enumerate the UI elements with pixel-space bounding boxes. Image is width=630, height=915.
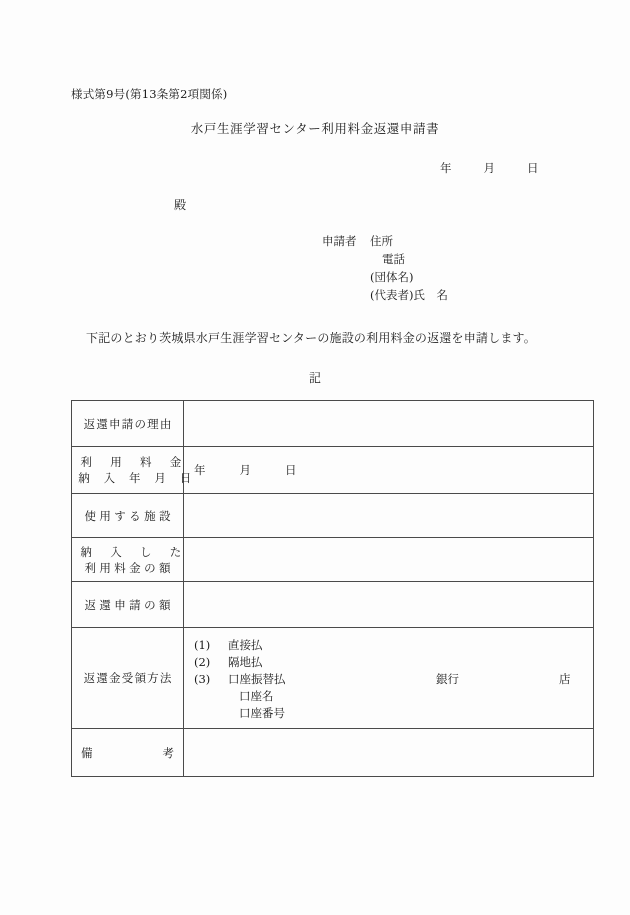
table-row-payment-date — [72, 447, 594, 494]
applicant-organization-row — [322, 268, 448, 286]
row-label-refund-method: 返還金受領方法 — [72, 628, 184, 729]
row-value-remarks[interactable] — [184, 729, 594, 777]
form-code: 様式第9号(第13条第2項関係) — [71, 87, 228, 101]
row-label-reason: 返還申請の理由 — [72, 401, 184, 447]
account-number-label: 口座番号 — [239, 706, 285, 720]
row-label-paid-amount: 納 入 し た 利用料金の額 — [72, 538, 184, 582]
table-row-facility — [72, 494, 594, 538]
table-row-refund-amount — [72, 582, 594, 628]
method-option-bank-transfer[interactable]: (3) 口座振替払 銀行 店 — [194, 672, 571, 686]
applicant-address-label: 住所 — [370, 234, 393, 248]
row-value-refund-method — [184, 628, 594, 729]
branch-word-label: 店 — [559, 672, 571, 686]
row-label-payment-date: 利 用 料 金 納 入 年 月 日 — [72, 447, 184, 494]
date-year-label: 年 — [440, 161, 452, 175]
applicant-block — [322, 232, 448, 304]
applicant-phone-label: 電話 — [382, 252, 405, 266]
applicant-organization-label: (団体名) — [370, 270, 414, 284]
date-month-label: 月 — [483, 161, 495, 175]
body-statement: 下記のとおり茨城県水戸生涯学習センターの施設の利用料金の返還を申請します。 — [86, 331, 536, 345]
applicant-label: 申請者 — [322, 234, 357, 248]
ki-mark: 記 — [308, 371, 321, 385]
row-value-reason[interactable] — [184, 401, 594, 447]
account-name-label: 口座名 — [239, 689, 274, 703]
bank-word-label: 銀行 — [436, 672, 459, 686]
table-row-remarks — [72, 729, 594, 777]
row-value-refund-amount[interactable] — [184, 582, 594, 628]
payment-day-label: 日 — [285, 463, 297, 477]
date-day-label: 日 — [527, 161, 539, 175]
row-value-paid-amount[interactable] — [184, 538, 594, 582]
applicant-representative-row — [322, 286, 448, 304]
refund-method-options — [194, 634, 583, 722]
row-value-payment-date[interactable] — [184, 447, 594, 494]
submission-date-line — [440, 160, 539, 176]
row-label-remarks: 備 考 — [72, 729, 184, 777]
row-label-refund-amount: 返還申請の額 — [72, 582, 184, 628]
table-row-paid-amount — [72, 538, 594, 582]
applicant-representative-label: (代表者)氏 名 — [370, 288, 448, 302]
table-row-reason — [72, 401, 594, 447]
applicant-address-row — [322, 232, 448, 250]
applicant-phone-row — [322, 250, 448, 268]
application-table — [71, 400, 594, 777]
payment-month-label: 月 — [239, 463, 251, 477]
payment-year-label: 年 — [194, 463, 206, 477]
document-title: 水戸生涯学習センター利用料金返還申請書 — [190, 121, 440, 136]
table-row-refund-method — [72, 628, 594, 729]
row-value-facility[interactable] — [184, 494, 594, 538]
method-option-direct[interactable]: (1) 直接払 — [194, 638, 263, 652]
method-option-remote[interactable]: (2) 隔地払 — [194, 655, 263, 669]
addressee-label: 殿 — [174, 198, 187, 212]
row-label-facility: 使用する施設 — [72, 494, 184, 538]
